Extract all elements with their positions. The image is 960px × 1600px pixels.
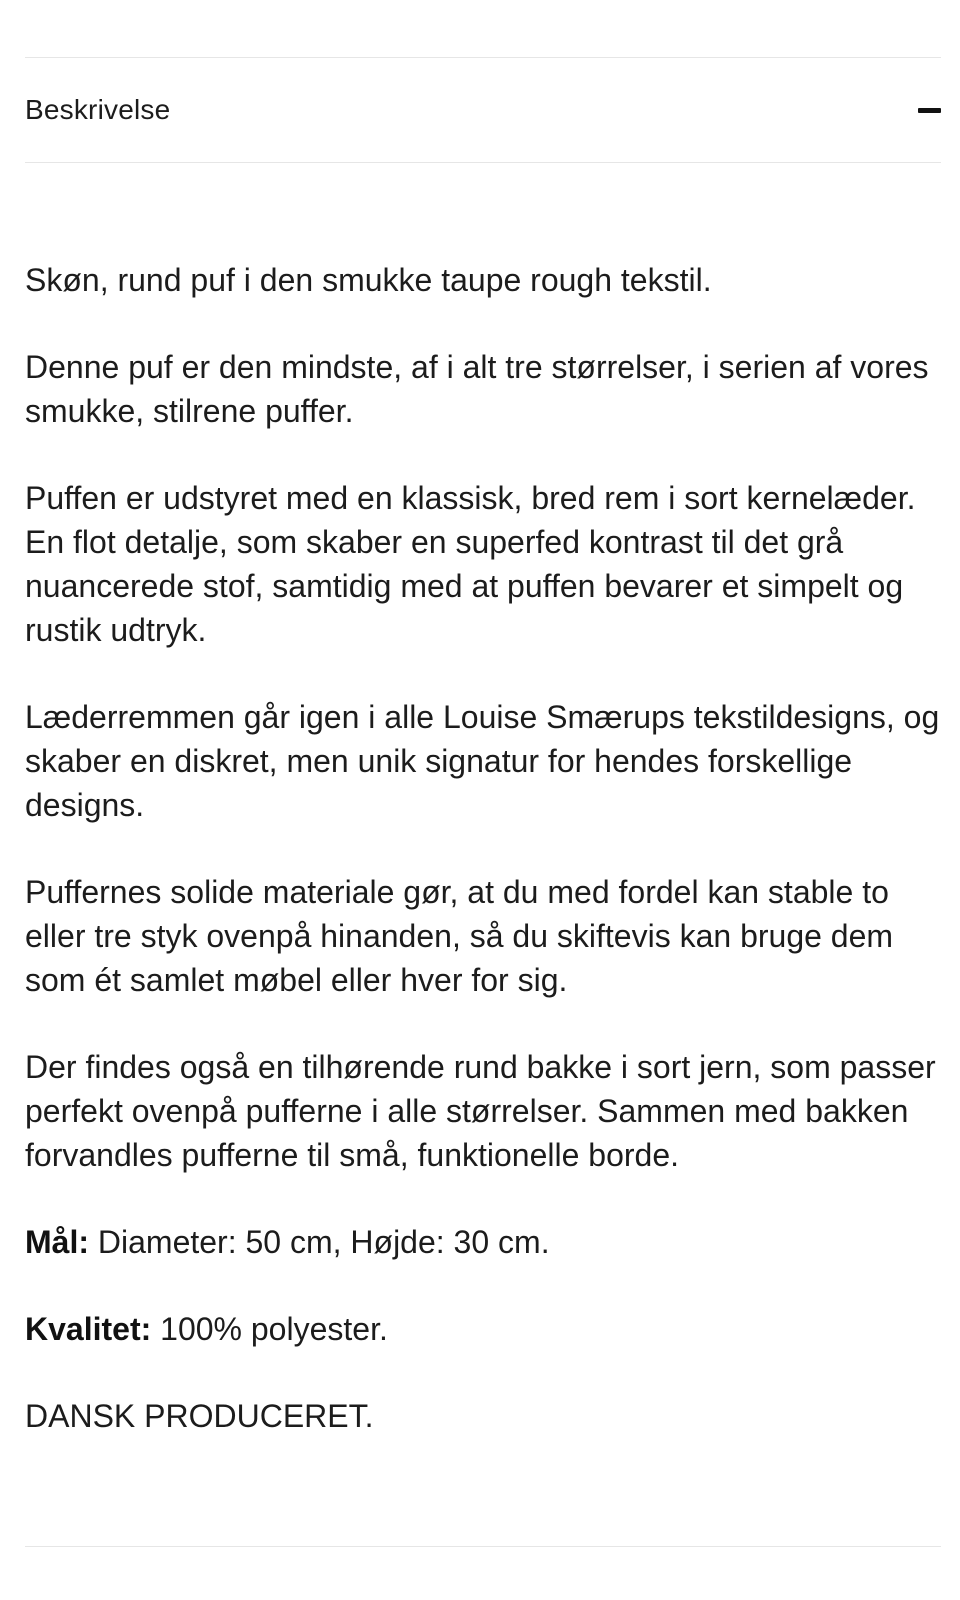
quality-value: 100% polyester. <box>151 1311 388 1347</box>
dimensions-line <box>25 1220 941 1264</box>
description-paragraph: Skøn, rund puf i den smukke taupe rough tekstil. <box>25 262 712 298</box>
dimensions-label: Mål: <box>25 1224 89 1260</box>
description-body <box>25 258 941 1481</box>
origin-line: DANSK PRODUCERET. <box>25 1398 374 1434</box>
divider-bottom <box>25 1546 941 1547</box>
description-paragraph: Læderremmen går igen i alle Louise Smærups tekstildesigns, og skaber en diskret, men unik signatur for hendes forskellige designs. <box>25 699 940 823</box>
description-paragraph: Puffernes solide materiale gør, at du med fordel kan stable to eller tre styk ovenpå hinanden, så du skiftevis kan bruge dem som ét samlet møbel eller hver for sig. <box>25 874 894 998</box>
description-paragraph: Denne puf er den mindste, af i alt tre størrelser, i serien af vores smukke, stilrene puffer. <box>25 349 929 429</box>
description-paragraph: Der findes også en tilhørende rund bakke i sort jern, som passer perfekt ovenpå pufferne i alle størrelser. Sammen med bakken forvandles pufferne til små, funktionelle borde. <box>25 1049 936 1173</box>
minus-icon[interactable] <box>917 98 941 122</box>
description-paragraph: Puffen er udstyret med en klassisk, bred rem i sort kernelæder. En flot detalje, som skaber en superfed kontrast til det grå nuancerede stof, samtidig med at puffen bevarer et simpelt og rustik udtryk. <box>25 480 916 648</box>
dimensions-value: Diameter: 50 cm, Højde: 30 cm. <box>89 1224 550 1260</box>
quality-label: Kvalitet: <box>25 1311 152 1347</box>
divider-header <box>25 162 941 163</box>
minus-icon-bar <box>918 108 941 113</box>
accordion-title: Beskrivelse <box>25 94 171 125</box>
accordion-header-beskrivelse[interactable] <box>25 58 941 162</box>
quality-line <box>25 1307 941 1351</box>
